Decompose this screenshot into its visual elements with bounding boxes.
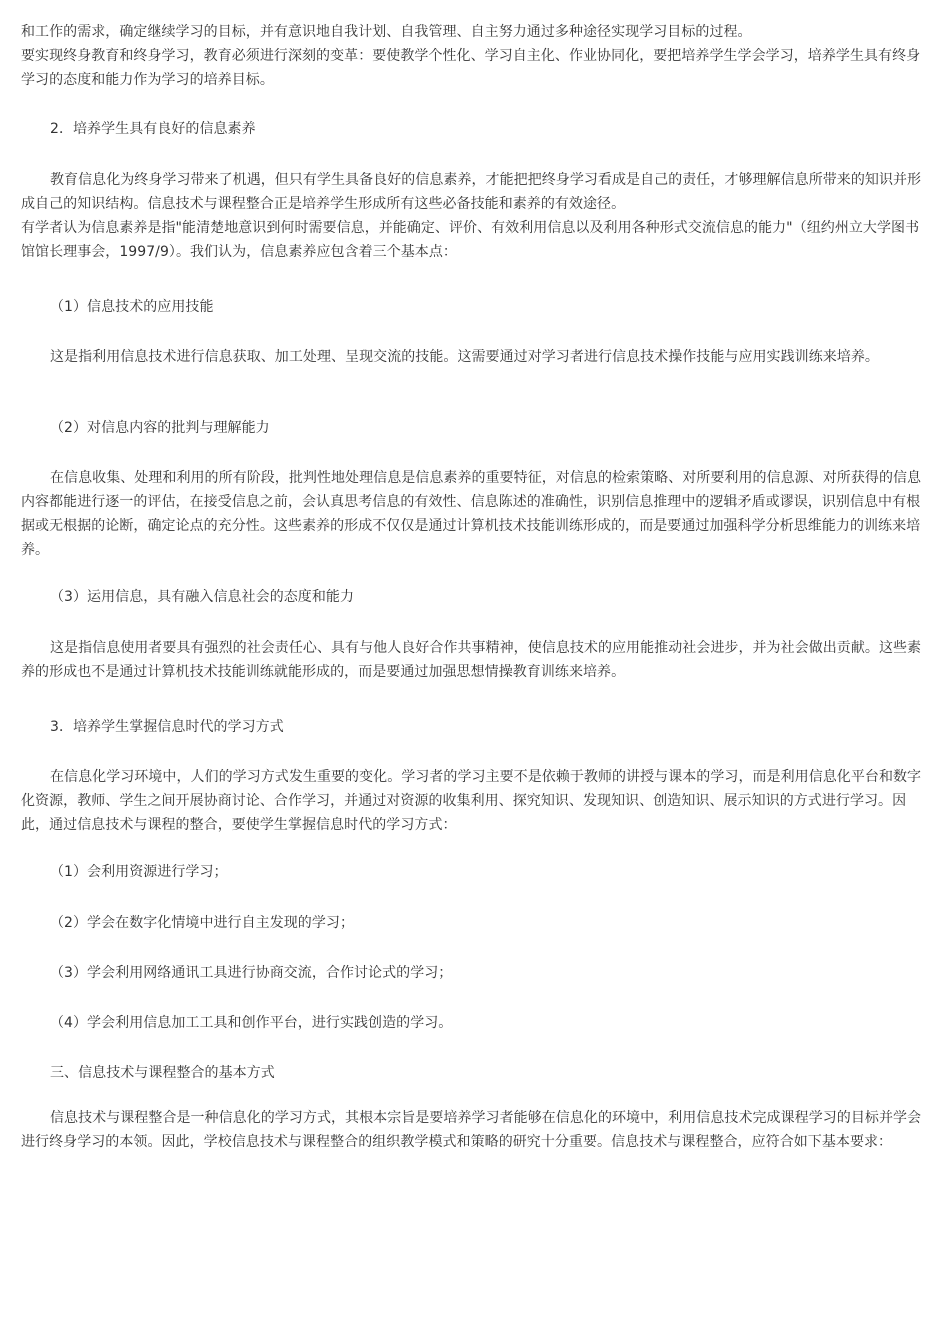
heading-integration-methods: 三、信息技术与课程整合的基本方式	[50, 1065, 275, 1081]
list-item-3: （3）学会利用网络通讯工具进行协商交流，合作讨论式的学习；	[50, 965, 453, 981]
list-item-2: （2）学会在数字化情境中进行自主发现的学习；	[50, 915, 355, 931]
subheading-tech-skills: （1）信息技术的应用技能	[50, 299, 214, 315]
paragraph-continuation: 和工作的需求，确定继续学习的目标，并有意识地自我计划、自我管理、自主努力通过多种途径实现学习目标的过程。	[21, 24, 752, 40]
paragraph-integration-methods: 信息技术与课程整合是一种信息化的学习方式，其根本宗旨是要培养学习者能够在信息化的环境中，利用信息技术完成课程学习的目标并学会进行终身学习的本领。因此，学校信息技术与课程整合的组织教学模式和策略的研究十分重要。信息技术与课程整合，应符合如下基本要求：	[21, 1110, 922, 1150]
paragraph-learning-style: 在信息化学习环境中，人们的学习方式发生重要的变化。学习者的学习主要不是依赖于教师的讲授与课本的学习，而是利用信息化平台和数字化资源，教师、学生之间开展协商讨论、合作学习，并通过对资源的收集利用、探究知识、发现知识、创造知识、展示知识的方式进行学习。因此，通过信息技术与课程的整合，要使学生掌握信息时代的学习方式：	[21, 769, 922, 833]
paragraph-critical-understanding: 在信息收集、处理和利用的所有阶段，批判性地处理信息是信息素养的重要特征，对信息的检索策略、对所要利用的信息源、对所获得的信息内容都能进行逐一的评估，在接受信息之前，会认真思考信息的有效性、信息陈述的准确性，识别信息推理中的逻辑矛盾或谬误，识别信息中有根据或无根据的论断，确定论点的充分性。这些素养的形成不仅仅是通过计算机技术技能训练形成的，而是要通过加强科学分析思维能力的训练来培养。	[21, 470, 922, 558]
paragraph-info-literacy-definition: 有学者认为信息素养是指"能清楚地意识到何时需要信息，并能确定、评价、有效利用信息以及利用各种形式交流信息的能力"（纽约州立大学图书馆馆长理事会，1997/9）。我们认为，信息素养应包含着三个基本点：	[21, 220, 920, 260]
list-item-4: （4）学会利用信息加工工具和创作平台，进行实践创造的学习。	[50, 1015, 453, 1031]
paragraph-tech-skills: 这是指利用信息技术进行信息获取、加工处理、呈现交流的技能。这需要通过对学习者进行信息技术操作技能与应用实践训练来培养。	[50, 349, 879, 365]
heading-info-literacy: 2．培养学生具有良好的信息素养	[50, 121, 256, 137]
list-item-1: （1）会利用资源进行学习；	[50, 864, 228, 880]
paragraph-info-literacy-intro: 教育信息化为终身学习带来了机遇，但只有学生具备良好的信息素养，才能把把终身学习看成是自己的责任，才够理解信息所带来的知识并形成自己的知识结构。信息技术与课程整合正是培养学生形成所有这些必备技能和素养的有效途径。	[21, 172, 922, 212]
paragraph-lifelong-learning: 要实现终身教育和终身学习，教育必须进行深刻的变革：要使教学个性化、学习自主化、作业协同化，要把培养学生学会学习，培养学生具有终身学习的态度和能力作为学习的培养目标。	[21, 48, 921, 88]
subheading-critical-understanding: （2）对信息内容的批判与理解能力	[50, 420, 270, 436]
heading-learning-style: 3．培养学生掌握信息时代的学习方式	[50, 719, 284, 735]
paragraph-using-info: 这是指信息使用者要具有强烈的社会责任心、具有与他人良好合作共事精神，使信息技术的应用能推动社会进步，并为社会做出贡献。这些素养的形成也不是通过计算机技术技能训练就能形成的，而是要通过加强思想情操教育训练来培养。	[21, 640, 922, 680]
subheading-using-info: （3）运用信息，具有融入信息社会的态度和能力	[50, 589, 355, 605]
